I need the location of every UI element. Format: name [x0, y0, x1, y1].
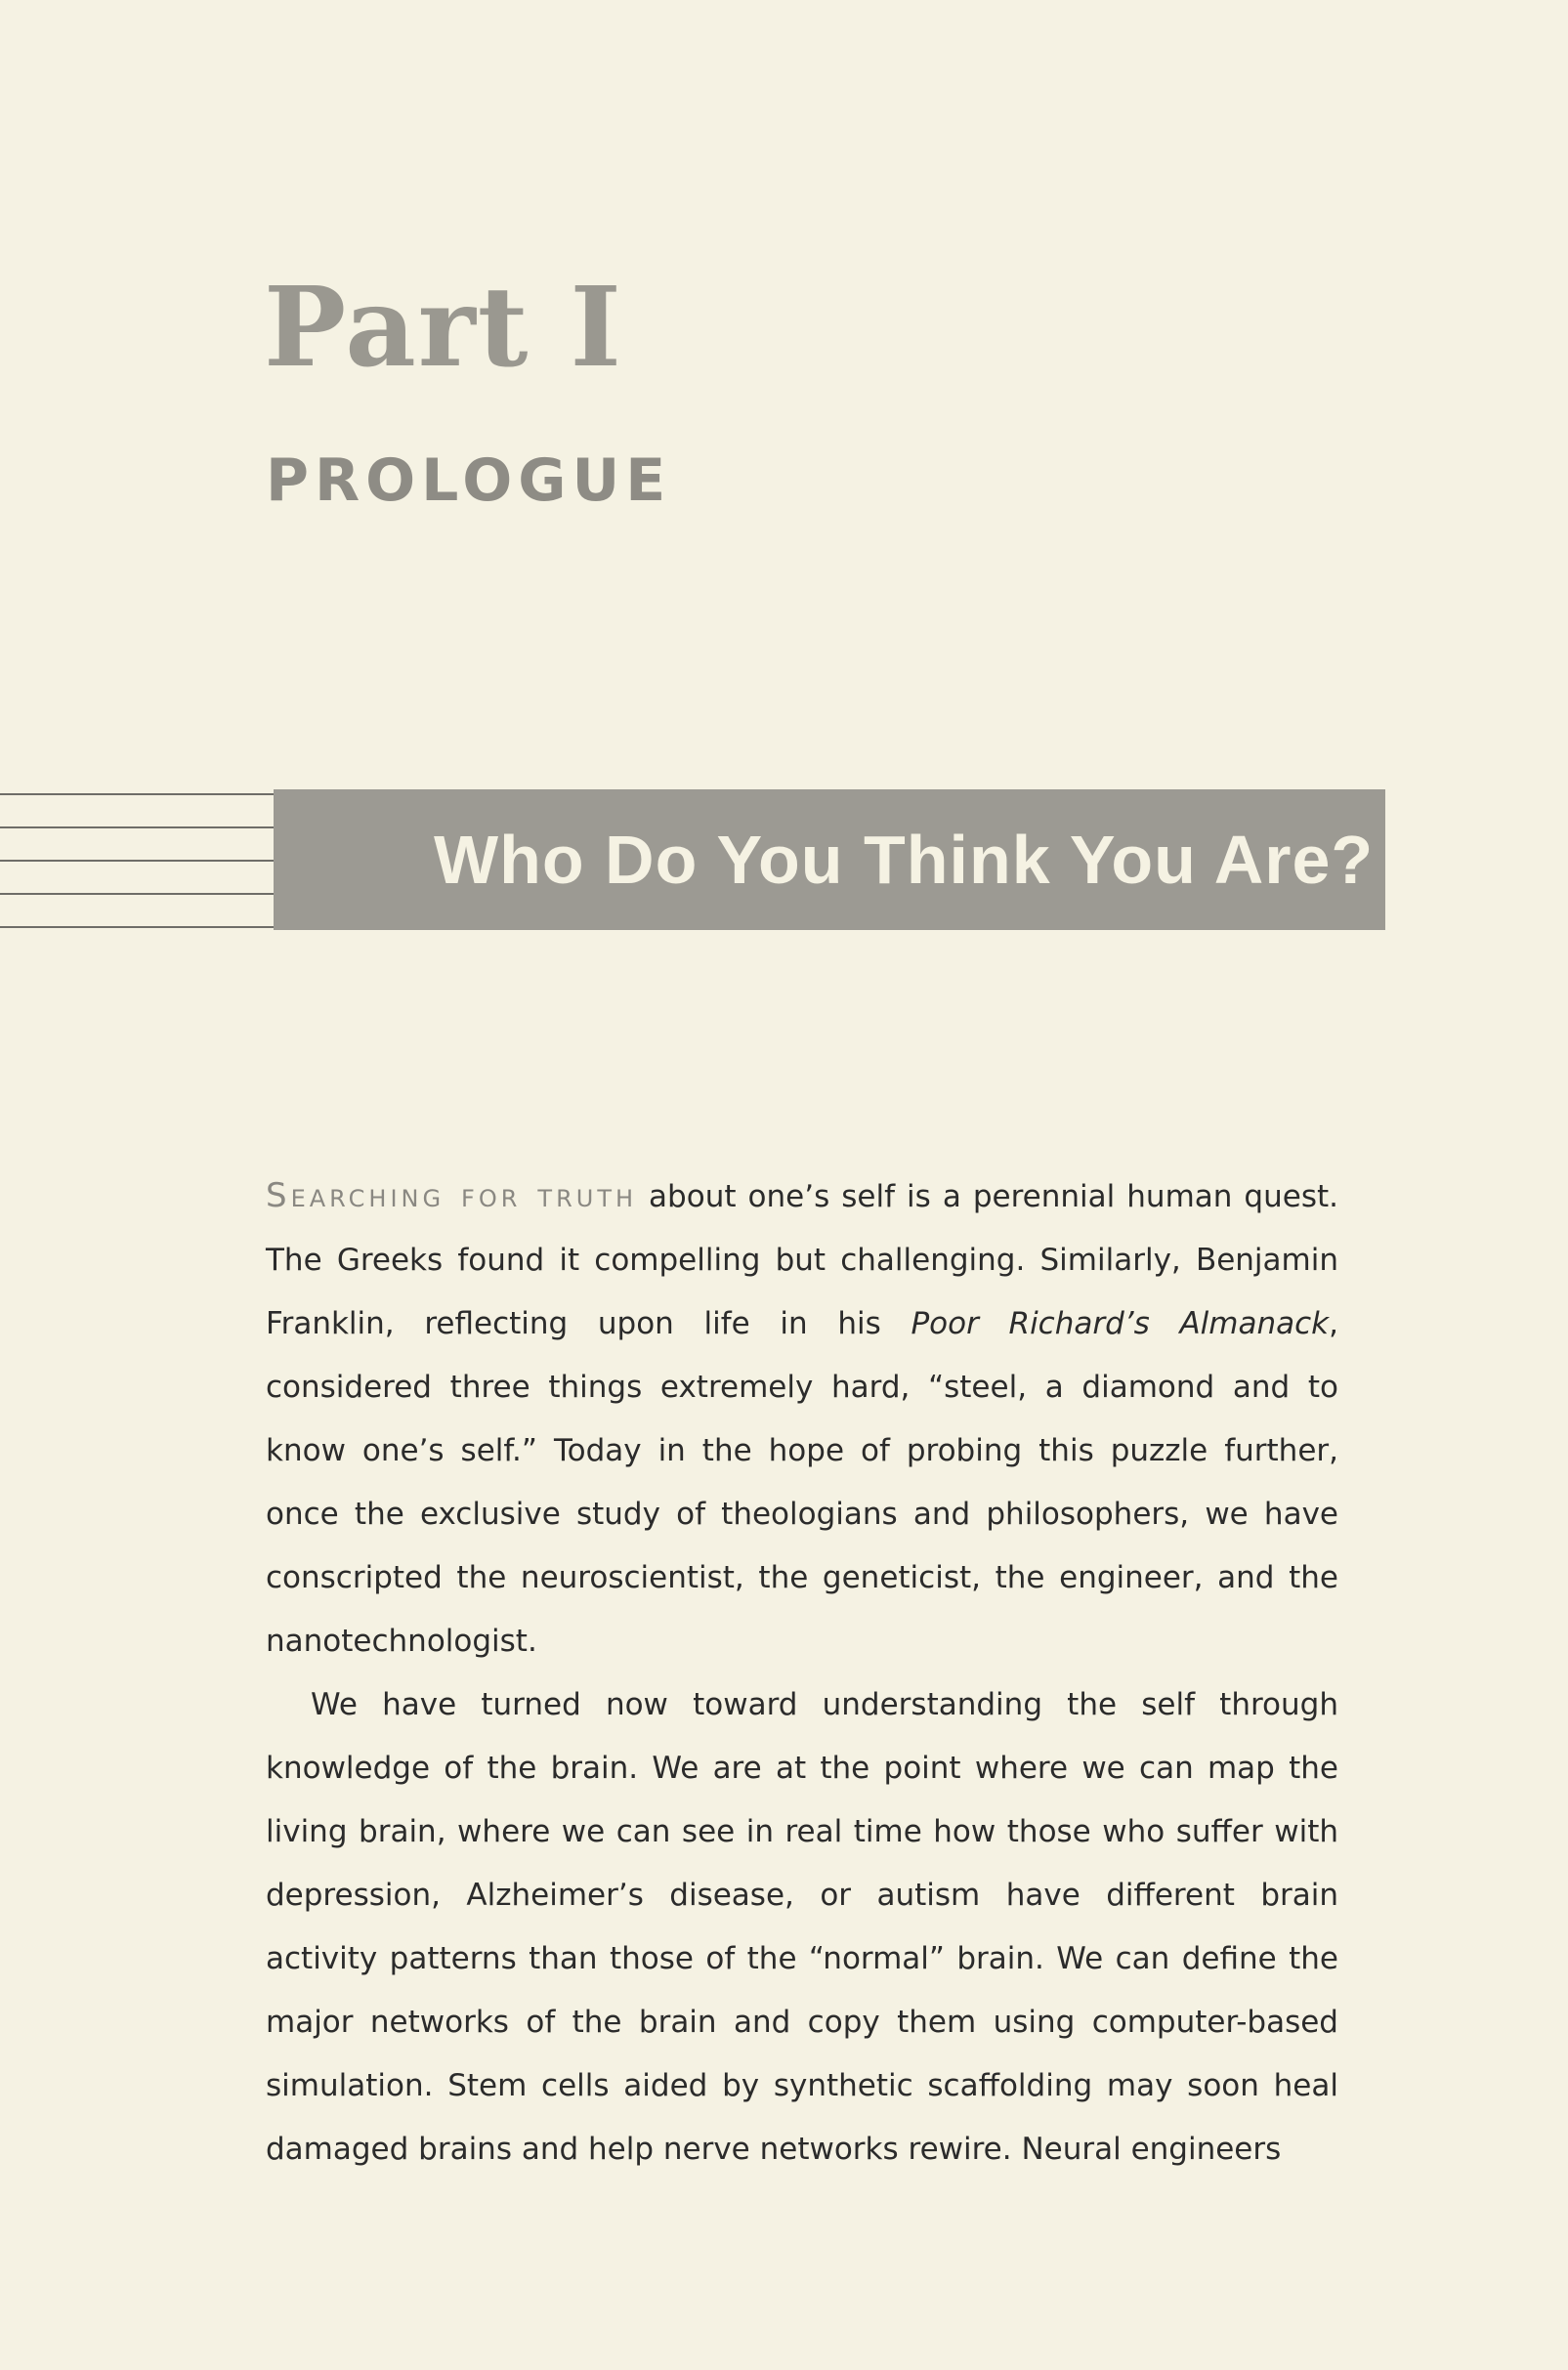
paragraph-1 [266, 1164, 1338, 1673]
book-title-italic: Poor Richard’s Almanack [911, 1306, 1330, 1341]
part-subtitle: PROLOGUE [266, 446, 672, 515]
part-title: Part I [264, 264, 623, 392]
rule-line [0, 926, 293, 928]
paragraph-1-text-1: about one’s self is a perennial human quest. The Greeks found it compelling but challenging. Similarly, Benjamin Franklin, reflecting upon life in his [266, 1179, 1338, 1341]
paragraph-1-text-2: , considered three things extremely hard, “steel, a diamond and to know one’s self.” Today in the hope of probing this puzzle further, once the exclusive study of theologians and philosophers, we have conscripted the neuroscientist, the geneticist, the engineer, and the nanotechnologist. [266, 1306, 1338, 1659]
paragraph-2: We have turned now toward understanding the self through knowledge of the brain. We are at the point where we can map the living brain, where we can see in real time how those who suffer with depression, Alzheimer’s disease, or autism have different brain activity patterns than those of the “normal” brain. We can define the major networks of the brain and copy them using computer-based simulation. Stem cells aided by synthetic scaffolding may soon heal damaged brains and help nerve networks rewire. Neural engineers [266, 1687, 1338, 2167]
rule-line [0, 793, 293, 795]
body-text [266, 1164, 1338, 2181]
chapter-title: Who Do You Think You Are? [434, 822, 1375, 898]
lead-in-text: Searching for truth [266, 1176, 638, 1215]
